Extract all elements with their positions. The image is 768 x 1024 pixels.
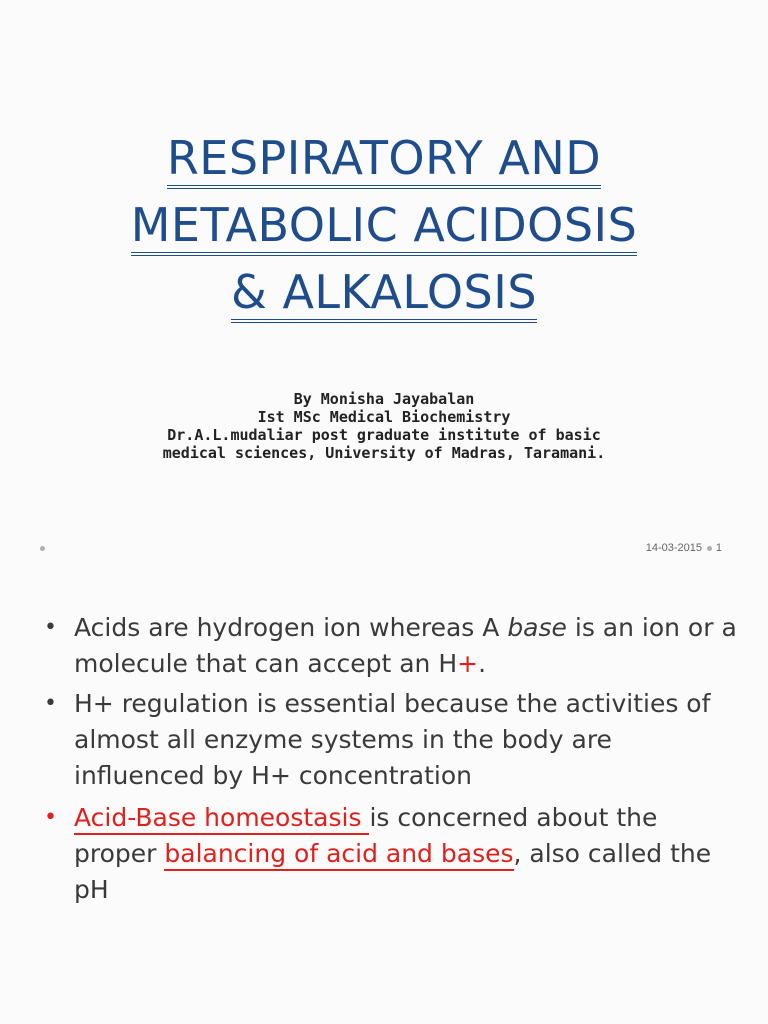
- title-line-2: METABOLIC ACIDOSIS: [131, 198, 638, 256]
- title-line-1: RESPIRATORY AND: [167, 131, 601, 189]
- bullet-icon: •: [44, 691, 57, 716]
- slide-title: [0, 128, 768, 329]
- bullet1-text-c: .: [478, 649, 487, 678]
- footer-separator-icon: [707, 546, 712, 551]
- author-institute-line-2: medical sciences, University of Madras, Taramani.: [162, 444, 606, 462]
- term-balancing: balancing of acid and bases: [164, 839, 513, 871]
- bullet-text-2: H+ regulation is essential because the activities of almost all enzyme systems in the body are influenced by H+ concentration: [74, 689, 711, 790]
- slide-number: 1: [715, 542, 722, 554]
- footer-bullet-icon: [40, 546, 45, 551]
- bullet1-italic-base: base: [507, 613, 567, 642]
- slide-footer: [0, 540, 768, 560]
- author-byline: [0, 390, 768, 462]
- term-acid-base-homeostasis: Acid-Base homeostasis: [74, 803, 369, 835]
- bullet1-text-b: is an ion or a molecule that can accept an H: [74, 613, 737, 678]
- bullet1-plus: +: [457, 649, 479, 678]
- author-name: By Monisha Jayabalan: [293, 390, 475, 408]
- bullet-icon-red: •: [44, 805, 57, 830]
- bullet1-text-a: Acids are hydrogen ion whereas A: [74, 613, 508, 642]
- author-course: Ist MSc Medical Biochemistry: [257, 408, 511, 426]
- slide-date: 14-03-2015: [645, 542, 702, 554]
- content-slide: [0, 600, 768, 1000]
- bullet3-text-b: , also called the pH: [74, 839, 712, 904]
- bullet-icon: •: [44, 615, 57, 640]
- title-line-3: & ALKALOSIS: [231, 265, 537, 323]
- author-institute-line-1: Dr.A.L.mudaliar post graduate institute of basic: [167, 426, 601, 444]
- bullet3-text-a: is concerned about the proper: [74, 803, 658, 868]
- bullet-text-1: [74, 610, 744, 682]
- bullet-text-3: [74, 800, 744, 908]
